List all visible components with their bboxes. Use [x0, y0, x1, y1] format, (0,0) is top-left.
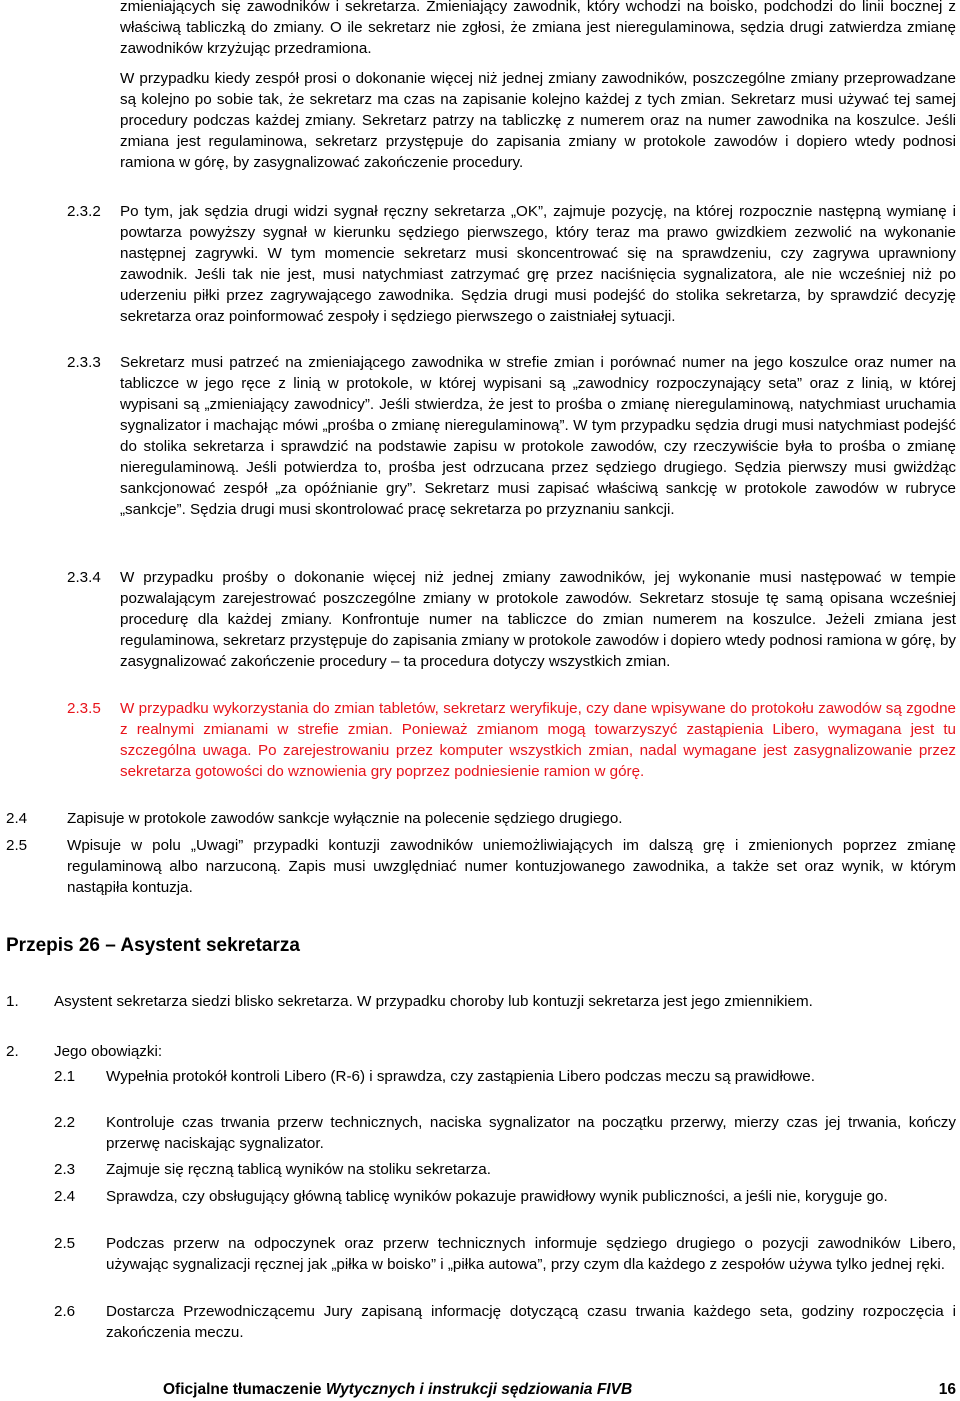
sublist-text: Kontroluje czas trwania przerw technicznych, naciska sygnalizator na początku przerwy, mierzy czas jej trwania, kończy przerwę naciskając sygnalizator. — [106, 1114, 956, 1152]
section-2-3-4 — [67, 567, 956, 672]
paragraph-text: W przypadku kiedy zespół prosi o dokonanie więcej niż jednej zmiany zawodników, poszczególne zmiany przeprowadzane są kolejno po sobie tak, że sekretarz ma czas na zapisanie kolejno każdej z tych zmian. Sekretarz musi używać tej samej procedury podczas każdej zmiany. Sekretarz patrzy na tabliczkę z numerem oraz na numer zawodnika na koszulce. Jeśli zmiana jest regulaminowa, sekretarz przystępuje do zapisania zmiany w protokole zawodów i dopiero wtedy podnosi ramiona w górę, by zasygnalizować zakończenie procedury. — [120, 70, 956, 171]
section-number: 2.3.2 — [67, 203, 101, 220]
paragraph-intro-2 — [120, 68, 956, 173]
sublist-text: Dostarcza Przewodniczącemu Jury zapisaną informację dotyczącą czasu trwania każdego seta, godziny rozpoczęcia i zakończenia meczu. — [106, 1303, 956, 1341]
sublist-number: 2.3 — [54, 1161, 76, 1178]
section-2-3-2 — [67, 201, 956, 327]
rule-heading: Przepis 26 – Asystent sekretarza — [6, 935, 300, 956]
paragraph-text: zmieniających się zawodników i sekretarza. Zmieniający zawodnik, który wchodzi na boisko, podchodzi do linii bocznej z właściwą tabliczką do zmiany. O ile sekretarz nie zgłosi, że zmiana jest nieregulaminowa, sędzia drugi zatwierdza zmianę zawodników krzyżując przedramiona. — [120, 0, 956, 57]
section-2-5 — [6, 835, 956, 898]
section-number: 2.3.5 — [67, 700, 101, 717]
sublist-item — [54, 1159, 956, 1180]
list-item — [6, 1041, 956, 1062]
sublist-number: 2.1 — [54, 1068, 76, 1085]
sublist-number: 2.5 — [54, 1235, 76, 1252]
section-2-3-5 — [67, 698, 956, 782]
section-2-3-3 — [67, 352, 956, 520]
section-number: 2.5 — [6, 837, 28, 854]
list-text: Asystent sekretarza siedzi blisko sekretarza. W przypadku choroby lub kontuzji sekretarza jest jego zmiennikiem. — [54, 993, 813, 1010]
section-number: 2.3.3 — [67, 354, 101, 371]
sublist-text: Sprawdza, czy obsługujący główną tablicę wyników pokazuje prawidłowy wynik publiczności, a jeśli nie, koryguje go. — [106, 1188, 888, 1205]
sublist-number: 2.6 — [54, 1303, 76, 1320]
paragraph-intro-1 — [120, 0, 956, 59]
section-text: Wpisuje w polu „Uwagi” przypadki kontuzji zawodników uniemożliwiających im dalszą grę i zmienionych poprzez zmianę regulaminową albo narzuconą. Zapis musi uwzględniać numer kontuzjowanego zawodnika, a także set oraz wynik, w którym nastąpiła kontuzja. — [67, 837, 956, 896]
sublist-text: Podczas przerw na odpoczynek oraz przerw technicznych informuje sędziego drugiego o pozycji zawodników Libero, używając sygnalizacji ręcznej jak „piłka w boisko” i „piłka autowa”, przy czym dla każdego z zespołów używa tylko jednej ręki. — [106, 1235, 956, 1273]
sublist-text: Zajmuje się ręczną tablicą wyników na stoliku sekretarza. — [106, 1161, 491, 1178]
sublist-item — [54, 1112, 956, 1154]
section-number: 2.4 — [6, 810, 28, 827]
section-number: 2.3.4 — [67, 569, 101, 586]
list-text: Jego obowiązki: — [54, 1043, 163, 1060]
sublist-number: 2.4 — [54, 1188, 76, 1205]
footer-title — [163, 1380, 632, 1400]
sublist-number: 2.2 — [54, 1114, 76, 1131]
sublist-item — [54, 1301, 956, 1343]
list-item — [6, 991, 956, 1012]
sublist-item — [54, 1186, 956, 1207]
page-number: 16 — [938, 1381, 956, 1398]
section-text: W przypadku wykorzystania do zmian tabletów, sekretarz weryfikuje, czy dane wpisywane do protokołu zawodów są zgodne z realnymi zmianami w strefie zmian. Ponieważ zmianom mogą towarzyszyć zastąpienia Libero, wymagana jest tu szczególna uwaga. Po zarejestrowaniu przez komputer wszystkich zmian, nadal wymagane jest zasygnalizowanie przez sekretarza gotowości do wznowienia gry poprzez podniesienie ramion w górę. — [120, 700, 956, 780]
sublist-text: Wypełnia protokół kontroli Libero (R-6) i sprawdza, czy zastąpienia Libero podczas meczu są prawidłowe. — [106, 1068, 815, 1085]
section-text: W przypadku prośby o dokonanie więcej niż jednej zmiany zawodników, jej wykonanie musi następować w tempie pozwalającym zarejestrować poszczególne zmiany w protokole zawodów. Sekretarz stosuje tę samą opisana wcześniej procedurę dla każdej zmiany. Konfrontuje numer na tabliczce do zmian numerem na koszulce. Jeżeli zmiana jest regulaminowa, sekretarz przystępuje do zapisania zmiany w protokole zawodów i dopiero wtedy podnosi ramiona w górę, by zasygnalizować zakończenie procedury – ta procedura dotyczy wszystkich zmian. — [120, 569, 956, 670]
section-text: Sekretarz musi patrzeć na zmieniającego zawodnika w strefie zmian i porównać numer na jego koszulce oraz numer na tabliczce w jego ręce z linią w protokole, w której wypisani są „zawodnicy rozpoczynający seta” oraz z linią, w której wypisani są „zmieniający zawodnicy”. Jeśli stwierdza, że jest to prośba o zmianę nieregulaminową, natychmiast uruchamia sygnalizator i machając mówi „prośba o zmianę nieregulaminową”. W tym przypadku sędzia drugi musi natychmiast podejść do stolika sekretarza i sprawdzić na podstawie zapisu w protokole zawodów, czy rzeczywiście była to prośba o zmianę nieregulaminową. Jeśli potwierdza to, prośba jest odrzucana przez sędziego drugiego. Sędzia pierwszy musi gwiżdżąc sankcjonować zespół „za opóźnianie gry”. Sekretarz musi zapisać właściwą sankcję w protokole zawodów w rubryce „sankcje”. Sędzia drugi musi skontrolować pracę sekretarza po przyznaniu sankcji. — [120, 354, 956, 518]
list-number: 1. — [6, 993, 19, 1010]
list-number: 2. — [6, 1043, 19, 1060]
sublist-item — [54, 1066, 956, 1087]
section-2-4 — [6, 808, 956, 829]
footer-title-italic: Wytycznych i instrukcji sędziowania FIVB — [325, 1381, 633, 1398]
sublist-item — [54, 1233, 956, 1275]
footer-title-plain: Oficjalne tłumaczenie — [163, 1381, 326, 1398]
section-text: Zapisuje w protokole zawodów sankcje wyłącznie na polecenie sędziego drugiego. — [67, 810, 623, 827]
section-text: Po tym, jak sędzia drugi widzi sygnał ręczny sekretarza „OK”, zajmuje pozycję, na której rozpocznie następną wymianę i powtarza powyższy sygnał w kierunku sędziego pierwszego, który teraz ma prawo gwizdkiem zezwolić na wykonanie następnej zagrywki. W tym momencie sekretarz musi skoncentrować się na sprawdzeniu, czy zagrywa uprawniony zawodnik. Jeśli tak nie jest, musi natychmiast zatrzymać grę przez naciśnięcia sygnalizatora, ale nie wcześniej niż po uderzeniu piłki przez zagrywającego zawodnika. Sędzia drugi musi podejść do stolika sekretarza, by sprawdzić decyzję sekretarza oraz poinformować zespoły i sędziego pierwszego o zaistniałej sytuacji. — [120, 203, 956, 325]
